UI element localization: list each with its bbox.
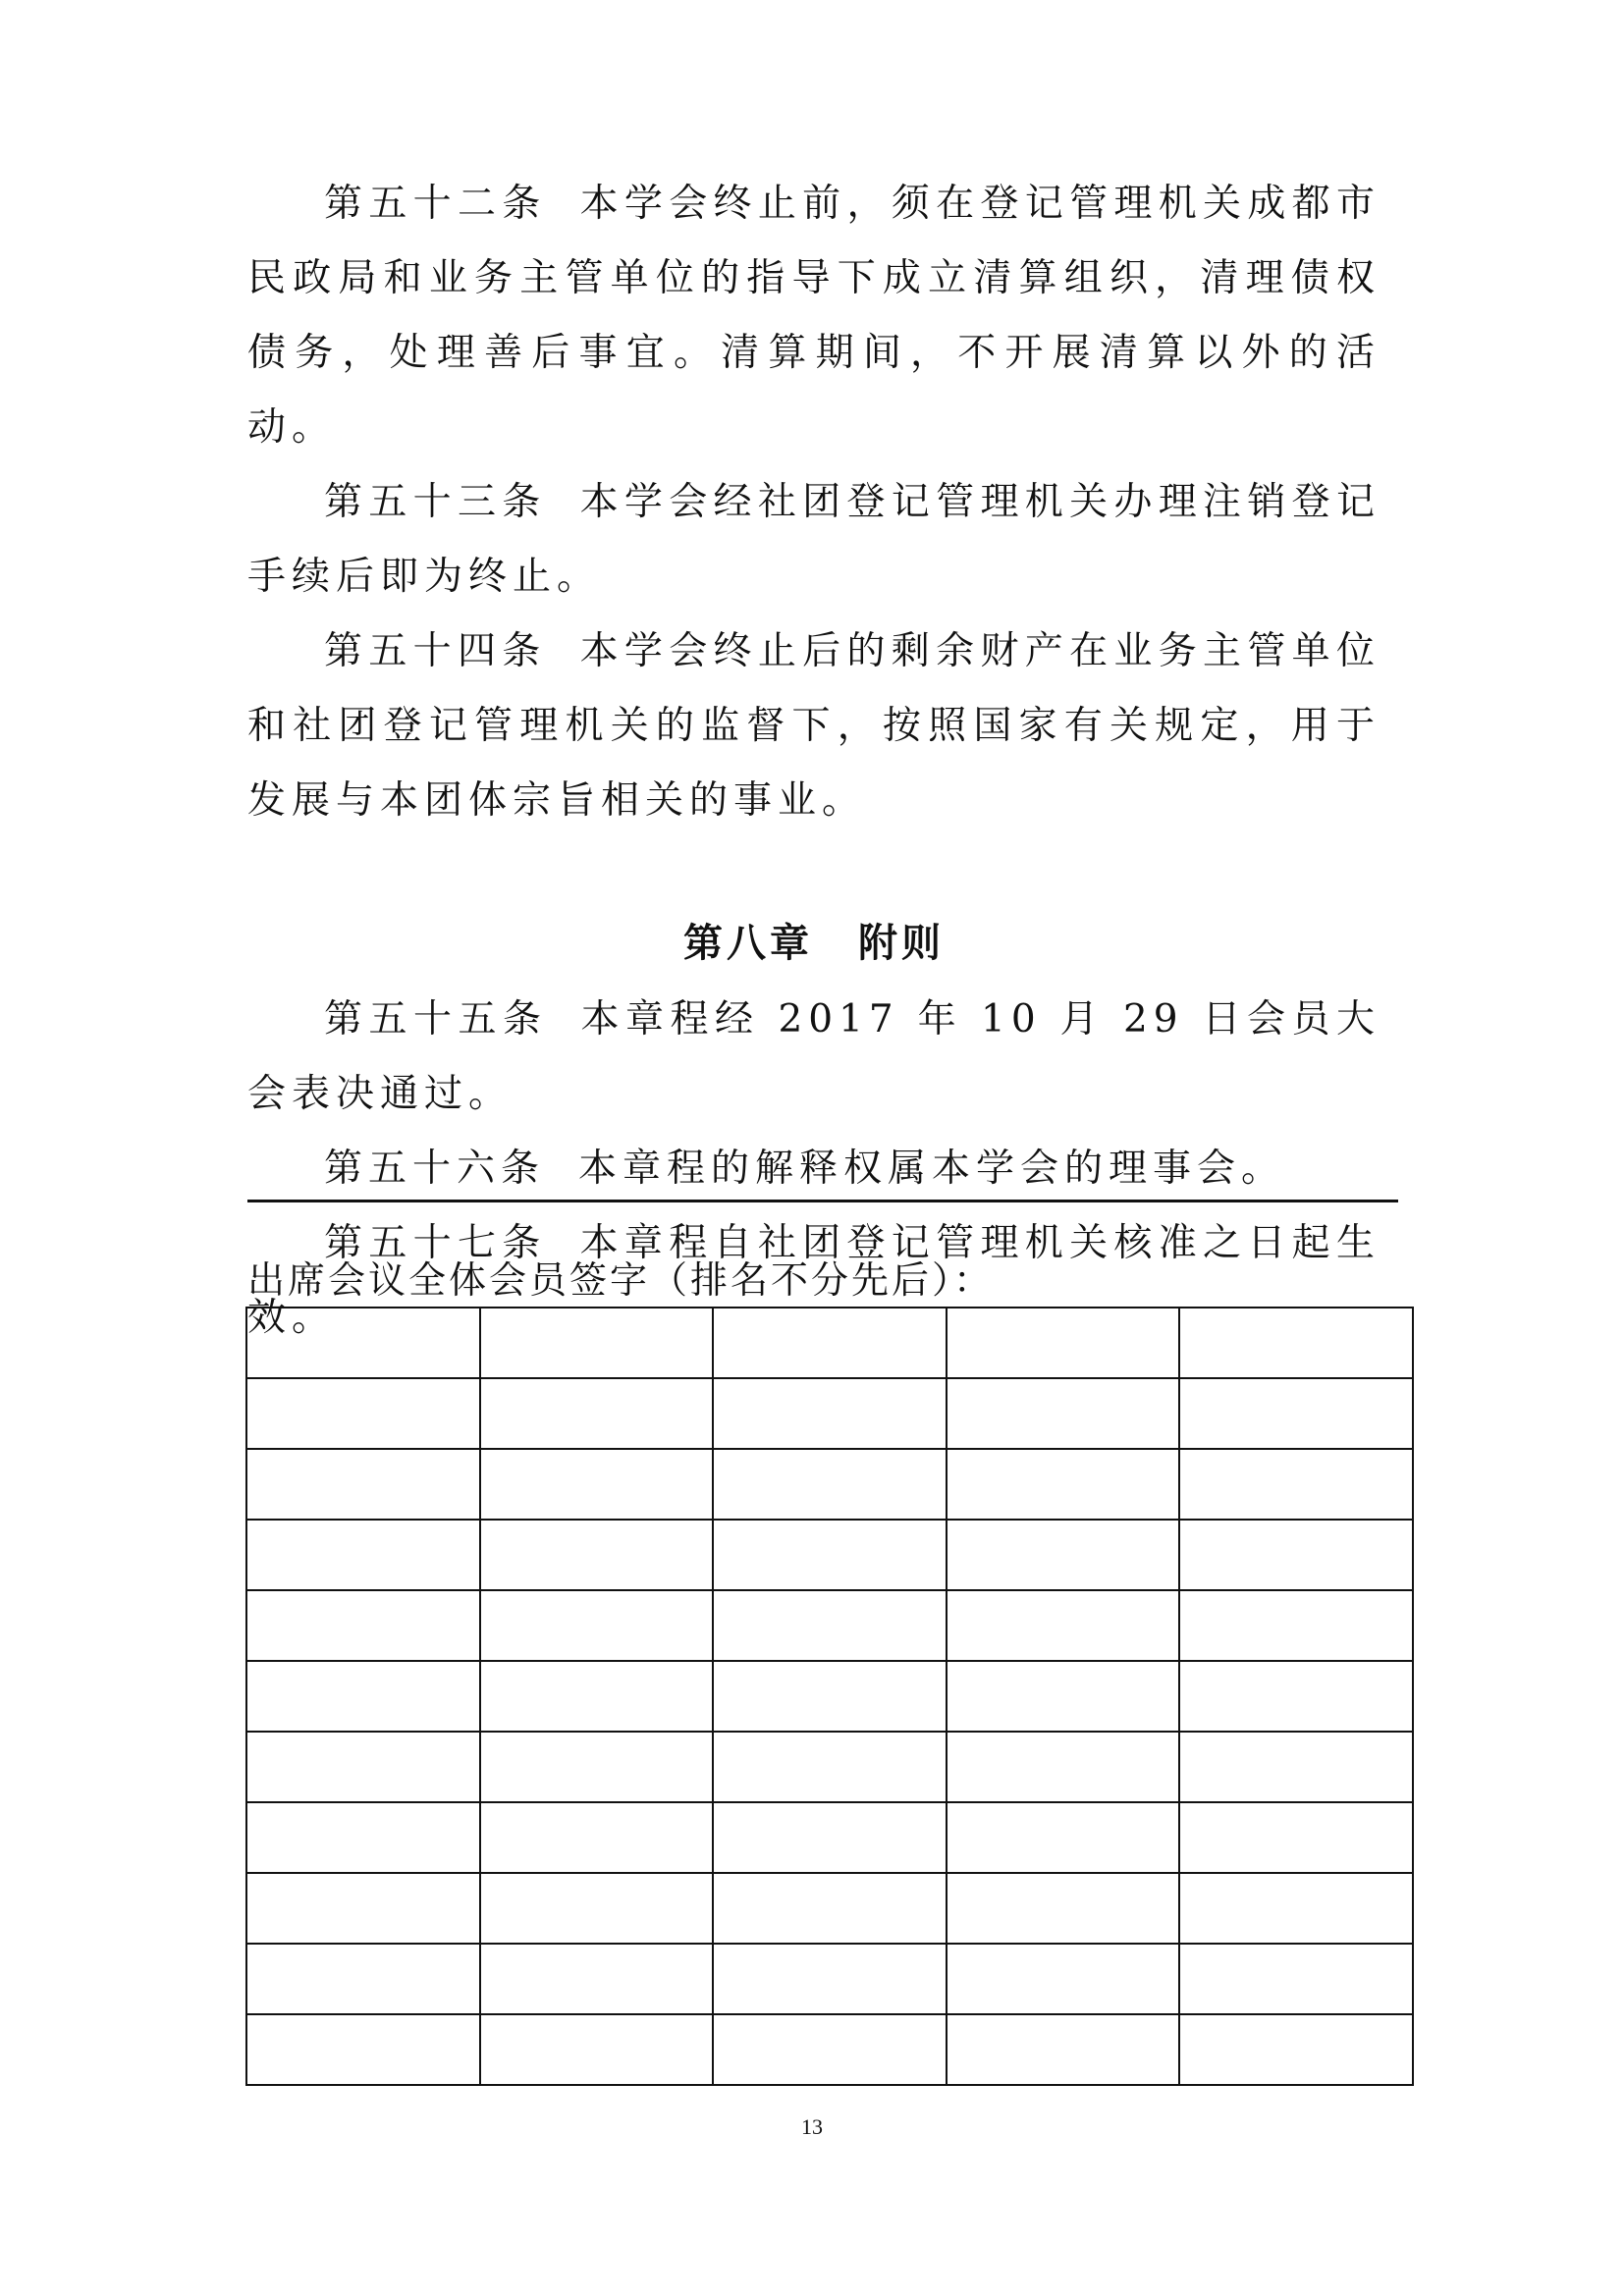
article-53: [247, 465, 1380, 614]
article-text: 本学会终止前，须在登记管理机关成都市民政局和业务主管单位的指导下成立清算组织，清理债权债务，处理善后事宜。清算期间，不开展清算以外的活动。: [247, 182, 1380, 450]
signature-cell[interactable]: [1179, 1873, 1413, 1944]
article-54: [247, 614, 1380, 838]
signature-row: [246, 1378, 1413, 1449]
signature-row: [246, 1944, 1413, 2014]
signature-cell[interactable]: [1179, 1590, 1413, 1661]
signature-table: [245, 1307, 1414, 2086]
signature-cell[interactable]: [246, 1802, 480, 1873]
signature-cell[interactable]: [246, 1449, 480, 1520]
signature-cell[interactable]: [1179, 1661, 1413, 1732]
signature-cell[interactable]: [713, 1944, 947, 2014]
signature-cell[interactable]: [947, 1802, 1180, 1873]
signature-cell[interactable]: [480, 1873, 714, 1944]
chapter-number: 第八章: [683, 920, 813, 966]
signature-row: [246, 1308, 1413, 1378]
signature-cell[interactable]: [713, 1661, 947, 1732]
article-text: 本章程经 2017 年 10 月 29 日会员大会表决通过。: [247, 997, 1380, 1116]
article-52: [247, 167, 1380, 465]
article-number: 第五十七条: [324, 1221, 547, 1265]
article-number: 第五十四条: [324, 629, 547, 673]
signature-cell[interactable]: [713, 1378, 947, 1449]
signature-cell[interactable]: [713, 1732, 947, 1802]
article-text: 本章程自社团登记管理机关核准之日起生效。: [247, 1221, 1380, 1340]
signature-cell[interactable]: [947, 1732, 1180, 1802]
signature-cell[interactable]: [246, 1661, 480, 1732]
signature-cell[interactable]: [480, 1802, 714, 1873]
signature-cell[interactable]: [713, 1873, 947, 1944]
signature-cell[interactable]: [713, 1308, 947, 1378]
signature-cell[interactable]: [713, 1520, 947, 1590]
signature-cell[interactable]: [480, 1308, 714, 1378]
signature-cell[interactable]: [947, 1873, 1180, 1944]
signature-cell[interactable]: [480, 1378, 714, 1449]
signature-cell[interactable]: [480, 1661, 714, 1732]
signature-cell[interactable]: [1179, 1449, 1413, 1520]
signature-cell[interactable]: [713, 1802, 947, 1873]
signature-cell[interactable]: [480, 2014, 714, 2085]
signature-cell[interactable]: [947, 1590, 1180, 1661]
article-55: [247, 983, 1380, 1132]
signature-cell[interactable]: [246, 1873, 480, 1944]
signature-row: [246, 1661, 1413, 1732]
chapter-heading: [247, 904, 1380, 983]
signature-cell[interactable]: [1179, 1378, 1413, 1449]
signature-row: [246, 1520, 1413, 1590]
document-body: [247, 167, 1380, 1356]
signature-cell[interactable]: [480, 1520, 714, 1590]
signature-cell[interactable]: [947, 1449, 1180, 1520]
signature-cell[interactable]: [713, 2014, 947, 2085]
signature-cell[interactable]: [1179, 2014, 1413, 2085]
signature-cell[interactable]: [246, 1732, 480, 1802]
article-number: 第五十六条: [324, 1147, 546, 1191]
signature-row: [246, 1590, 1413, 1661]
page-number: 13: [801, 2114, 823, 2139]
signature-row: [246, 1449, 1413, 1520]
article-number: 第五十五条: [324, 997, 548, 1041]
signature-cell[interactable]: [246, 2014, 480, 2085]
signature-cell[interactable]: [1179, 1520, 1413, 1590]
signature-label: 出席会议全体会员签字（排名不分先后）：: [247, 1258, 995, 1302]
article-number: 第五十二条: [324, 182, 547, 226]
signature-cell[interactable]: [1179, 1802, 1413, 1873]
signature-cell[interactable]: [947, 1308, 1180, 1378]
signature-cell[interactable]: [947, 1661, 1180, 1732]
article-number: 第五十三条: [324, 480, 547, 524]
article-text: 本学会经社团登记管理机关办理注销登记手续后即为终止。: [247, 480, 1380, 599]
chapter-title: 附则: [858, 920, 945, 966]
signature-cell[interactable]: [947, 1520, 1180, 1590]
signature-cell[interactable]: [947, 1378, 1180, 1449]
signature-cell[interactable]: [246, 1308, 480, 1378]
signature-cell[interactable]: [246, 1378, 480, 1449]
signature-cell[interactable]: [480, 1449, 714, 1520]
horizontal-divider: [247, 1200, 1398, 1202]
signature-row: [246, 1873, 1413, 1944]
signature-row: [246, 1802, 1413, 1873]
signature-row: [246, 2014, 1413, 2085]
signature-cell[interactable]: [246, 1590, 480, 1661]
signature-cell[interactable]: [713, 1590, 947, 1661]
signature-cell[interactable]: [246, 1520, 480, 1590]
article-text: 本章程的解释权属本学会的理事会。: [578, 1147, 1286, 1191]
signature-cell[interactable]: [1179, 1944, 1413, 2014]
signature-cell[interactable]: [1179, 1308, 1413, 1378]
signature-cell[interactable]: [480, 1732, 714, 1802]
signature-cell[interactable]: [246, 1944, 480, 2014]
signature-cell[interactable]: [480, 1944, 714, 2014]
signature-cell[interactable]: [1179, 1732, 1413, 1802]
article-text: 本学会终止后的剩余财产在业务主管单位和社团登记管理机关的监督下，按照国家有关规定，用于发展与本团体宗旨相关的事业。: [247, 629, 1380, 823]
signature-row: [246, 1732, 1413, 1802]
signature-cell[interactable]: [947, 2014, 1180, 2085]
signature-cell[interactable]: [713, 1449, 947, 1520]
signature-cell[interactable]: [480, 1590, 714, 1661]
article-56: [247, 1132, 1380, 1206]
signature-cell[interactable]: [947, 1944, 1180, 2014]
